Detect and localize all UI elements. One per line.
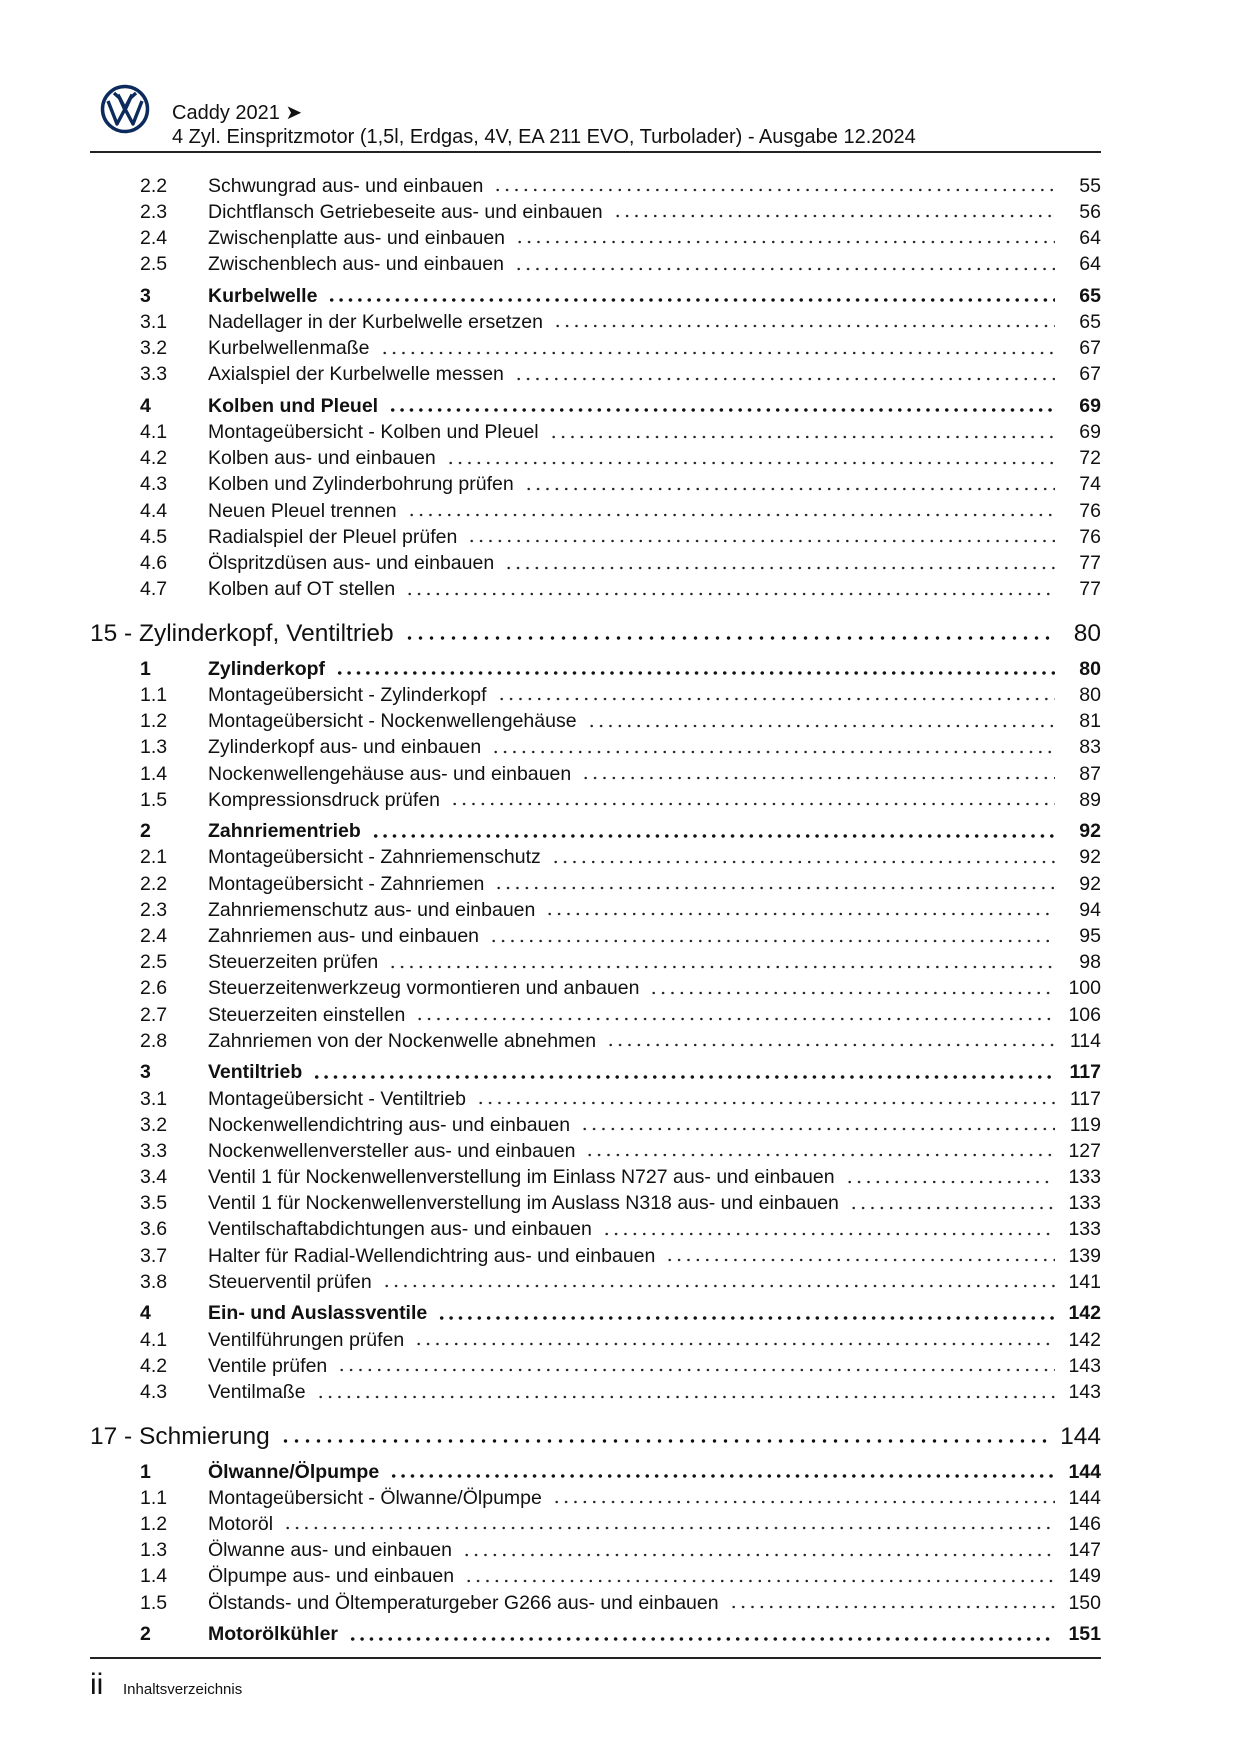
dot-leader [283,1525,1055,1531]
entry-title: Zylinderkopf aus- und einbauen [208,736,482,759]
dot-leader [404,635,1055,641]
dot-leader [312,1074,1055,1080]
entry-number: 2.4 [140,925,168,948]
toc-entry[interactable] [90,1086,1101,1112]
dot-leader [585,1152,1055,1158]
toc-entry[interactable] [90,362,1101,388]
entry-title: Nockenwellenversteller aus- und einbauen [208,1139,576,1162]
entry-title: Motorölkühler [208,1623,338,1646]
toc-entry[interactable] [90,1379,1101,1405]
entry-page: 114 [1069,1029,1101,1052]
toc-section[interactable] [90,1060,1101,1086]
dot-leader [476,1100,1055,1106]
entry-page: 76 [1079,499,1101,522]
dot-leader [467,538,1055,544]
toc-entry[interactable] [90,787,1101,813]
entry-page: 143 [1068,1354,1101,1377]
entry-number: 1 [140,657,151,680]
entry-page: 83 [1079,736,1101,759]
dot-leader [552,1499,1055,1505]
entry-title: Ein- und Auslassventile [208,1302,428,1325]
entry-title: Ventile prüfen [208,1354,328,1377]
vw-logo [100,84,150,134]
entry-title: Steuerzeitenwerkzeug vormontieren und anbauen [208,977,640,1000]
dot-leader [437,1315,1055,1321]
entry-number: 3.6 [140,1218,168,1241]
entry-title: Schwungrad aus- und einbauen [208,174,484,197]
toc-section[interactable] [90,656,1101,682]
toc-entry[interactable] [90,498,1101,524]
entry-page: 127 [1068,1139,1101,1162]
entry-page: 64 [1079,226,1101,249]
toc-entry[interactable] [90,923,1101,949]
entry-number: 2.5 [140,951,168,974]
toc-entry[interactable] [90,1217,1101,1243]
entry-page: 151 [1068,1623,1101,1646]
toc-entry[interactable] [90,1590,1101,1616]
dot-leader [549,434,1055,440]
entry-number: 1 [140,1460,151,1483]
toc-entry[interactable] [90,173,1101,199]
dot-leader [613,213,1055,219]
entry-title: Axialspiel der Kurbelwelle messen [208,363,504,386]
toc-entry[interactable] [90,577,1101,603]
entry-title: Montageübersicht - Zylinderkopf [208,683,487,706]
dot-leader [388,964,1055,970]
entry-page: 142 [1068,1302,1101,1325]
entry-title: Ventilschaftabdichtungen aus- und einbauen [208,1218,592,1241]
toc-entry[interactable] [90,1243,1101,1269]
entry-number: 1.1 [140,1486,168,1509]
entry-page: 92 [1079,872,1101,895]
toc-entry[interactable] [90,1353,1101,1379]
dot-leader [551,859,1055,865]
dot-leader [380,350,1056,356]
toc-entry[interactable] [90,1511,1101,1537]
entry-title: Ölpumpe aus- und einbauen [208,1565,455,1588]
toc-entry[interactable] [90,309,1101,335]
toc-chapter[interactable] [90,617,1101,651]
entry-title: Kurbelwelle [208,284,318,307]
entry-page: 80 [1079,683,1101,706]
entry-page: 133 [1068,1166,1101,1189]
entry-number: 3.1 [140,1087,168,1110]
toc-entry[interactable] [90,1165,1101,1191]
toc-entry[interactable] [90,709,1101,735]
toc-entry[interactable] [90,252,1101,278]
entry-number: 3.3 [140,1139,168,1162]
toc-entry[interactable] [90,897,1101,923]
toc-entry[interactable] [90,524,1101,550]
table-of-contents [90,173,1101,1648]
entry-page: 56 [1079,200,1101,223]
dot-leader [335,670,1055,676]
entry-title: Steuerventil prüfen [208,1270,372,1293]
dot-leader [514,266,1055,272]
entry-number: 1.1 [140,683,168,706]
dot-leader [665,1257,1055,1263]
entry-page: 89 [1079,788,1101,811]
entry-title: Steuerzeiten einstellen [208,1003,406,1026]
entry-page: 92 [1079,846,1101,869]
entry-number: 1.5 [140,788,168,811]
entry-page: 117 [1069,1061,1101,1084]
entry-page: 150 [1068,1591,1101,1614]
toc-entry[interactable] [90,871,1101,897]
entry-number: 3.7 [140,1244,168,1267]
entry-number: 1.3 [140,736,168,759]
toc-entry[interactable] [90,225,1101,251]
dot-leader [849,1205,1055,1211]
entry-number: 3 [140,1061,151,1084]
entry-page: 76 [1079,525,1101,548]
entry-page: 69 [1079,394,1101,417]
entry-title: Ölspritzdüsen aus- und einbauen [208,552,495,574]
entry-title: Kolben und Pleuel [208,394,379,417]
entry-page: 117 [1069,1087,1101,1110]
entry-title: Nockenwellendichtring aus- und einbauen [208,1113,571,1136]
entry-page: 65 [1079,284,1101,307]
entry-title: Ölwanne aus- und einbauen [208,1539,452,1562]
dot-leader [450,801,1055,807]
entry-title: Montageübersicht - Nockenwellengehäuse [208,710,577,733]
dot-leader [464,1578,1055,1584]
entry-number: 3.5 [140,1192,168,1215]
entry-page: 144 [1060,1422,1101,1450]
entry-title: Zahnriemen von der Nockenwelle abnehmen [208,1029,597,1052]
toc-entry[interactable] [90,1191,1101,1217]
entry-number: 2 [140,1623,151,1646]
entry-page: 55 [1079,174,1101,197]
toc-entry[interactable] [90,845,1101,871]
dot-leader [446,460,1055,466]
entry-title: Ventilmaße [208,1381,306,1403]
dot-leader [553,323,1055,329]
dot-leader [414,1341,1055,1347]
entry-page: 64 [1079,253,1101,276]
entry-page: 77 [1079,578,1101,601]
entry-title: Motoröl [208,1512,274,1535]
entry-page: 92 [1079,820,1101,843]
entry-number: 1.4 [140,1565,168,1588]
entry-number: 3.1 [140,310,168,333]
entry-number: 4.5 [140,525,168,548]
entry-number: 3.8 [140,1270,168,1293]
entry-number: 2.1 [140,846,168,869]
entry-title: Ventilführungen prüfen [208,1328,405,1351]
dot-leader [602,1231,1055,1237]
entry-number: 2.6 [140,977,168,1000]
entry-number: 2.3 [140,898,168,921]
entry-title: Montageübersicht - Kolben und Pleuel [208,421,539,444]
toc-entry[interactable] [90,1327,1101,1353]
entry-number: 2.3 [140,200,168,223]
entry-number: 1.3 [140,1539,168,1562]
toc-entry[interactable] [90,472,1101,498]
entry-page: 77 [1079,552,1101,574]
toc-entry[interactable] [90,1538,1101,1564]
entry-title: Zwischenblech aus- und einbauen [208,253,504,276]
dot-leader [493,187,1055,193]
entry-title: Zahnriemenschutz aus- und einbauen [208,898,536,921]
entry-page: 81 [1079,710,1101,733]
entry-number: 1.4 [140,762,168,785]
entry-page: 144 [1068,1486,1101,1509]
dot-leader [407,512,1055,518]
entry-title: Kompressionsdruck prüfen [208,788,440,811]
dot-leader [545,911,1055,917]
dot-leader [371,833,1055,839]
entry-number: 1.5 [140,1591,168,1614]
entry-title: Zahnriementrieb [208,820,361,843]
entry-title: Ölstands- und Öltemperaturgeber G266 aus- und einbauen [208,1591,719,1614]
toc-entry[interactable] [90,950,1101,976]
entry-title: Halter für Radial-Wellendichtring aus- und einbauen [208,1244,656,1267]
entry-page: 133 [1068,1218,1101,1241]
toc-entry[interactable] [90,1564,1101,1590]
entry-page: 98 [1079,951,1101,974]
entry-page: 106 [1068,1003,1101,1026]
toc-entry[interactable] [90,550,1101,576]
toc-section[interactable] [90,819,1101,845]
dot-leader [504,565,1055,571]
toc-entry[interactable] [90,1269,1101,1295]
entry-title: Kolben und Zylinderbohrung prüfen [208,473,514,496]
dot-leader [316,1394,1055,1400]
dot-leader [514,376,1055,382]
entry-title: Nockenwellengehäuse aus- und einbauen [208,762,572,785]
entry-page: 146 [1068,1512,1101,1535]
entry-number: 4.4 [140,499,168,522]
entry-title: 17 - Schmierung [90,1422,270,1450]
toc-entry[interactable] [90,336,1101,362]
entry-page: 147 [1068,1539,1101,1562]
entry-number: 2.8 [140,1029,168,1052]
entry-number: 3 [140,284,151,307]
entry-number: 4 [140,1302,151,1325]
entry-title: Kolben auf OT stellen [208,578,396,601]
entry-title: Montageübersicht - Zahnriemenschutz [208,846,541,869]
dot-leader [415,1016,1055,1022]
entry-page: 67 [1079,337,1101,360]
entry-number: 4.1 [140,1328,168,1351]
dot-leader [524,486,1055,492]
entry-title: Montageübersicht - Zahnriemen [208,872,485,895]
toc-entry[interactable] [90,1485,1101,1511]
entry-number: 2.7 [140,1003,168,1026]
entry-page: 74 [1079,473,1101,496]
toc-section[interactable] [90,283,1101,309]
entry-page: 65 [1079,310,1101,333]
entry-number: 4.3 [140,1381,168,1403]
toc-entry[interactable] [90,1112,1101,1138]
entry-number: 2 [140,820,151,843]
entry-page: 87 [1079,762,1101,785]
dot-leader [587,723,1055,729]
entry-title: Montageübersicht - Ventiltrieb [208,1087,466,1110]
entry-number: 4.7 [140,578,168,601]
entry-title: Zahnriemen aus- und einbauen [208,925,480,948]
entry-page: 133 [1068,1192,1101,1215]
entry-title: Neuen Pleuel trennen [208,499,397,522]
entry-number: 3.4 [140,1166,168,1189]
entry-title: Steuerzeiten prüfen [208,951,379,974]
footer-section-name: Inhaltsverzeichnis [123,1681,243,1698]
toc-entry[interactable] [90,976,1101,1002]
entry-title: Nadellager in der Kurbelwelle ersetzen [208,310,543,333]
entry-number: 4 [140,394,151,417]
entry-page: 80 [1079,657,1101,680]
header-divider [90,151,1101,153]
entry-title: Zylinderkopf [208,657,326,680]
dot-leader [515,239,1055,245]
entry-number: 4.6 [140,552,168,574]
dot-leader [489,938,1055,944]
toc-entry[interactable] [90,419,1101,445]
entry-number: 3.3 [140,363,168,386]
entry-title: 15 - Zylinderkopf, Ventiltrieb [90,619,394,647]
entry-number: 1.2 [140,1512,168,1535]
header-model: Caddy 2021 ➤ [172,102,303,124]
dot-leader [337,1367,1055,1373]
entry-number: 3.2 [140,1113,168,1136]
entry-page: 69 [1079,421,1101,444]
dot-leader [348,1636,1055,1642]
entry-number: 2.5 [140,253,168,276]
entry-page: 149 [1068,1565,1101,1588]
entry-page: 144 [1068,1460,1101,1483]
entry-number: 2.4 [140,226,168,249]
entry-page: 67 [1079,363,1101,386]
entry-page: 95 [1079,925,1101,948]
toc-entry[interactable] [90,735,1101,761]
entry-page: 142 [1068,1328,1101,1351]
dot-leader [581,775,1055,781]
entry-title: Radialspiel der Pleuel prüfen [208,525,458,548]
dot-leader [606,1042,1055,1048]
dot-leader [491,749,1055,755]
dot-leader [389,1473,1055,1479]
entry-page: 94 [1079,898,1101,921]
entry-number: 3.2 [140,337,168,360]
entry-number: 4.3 [140,473,168,496]
dot-leader [388,407,1055,413]
entry-title: Kolben aus- und einbauen [208,447,436,470]
toc-entry[interactable] [90,761,1101,787]
entry-title: Zwischenplatte aus- und einbauen [208,226,506,249]
dot-leader [462,1552,1055,1558]
entry-title: Ölwanne/Ölpumpe [208,1460,380,1483]
dot-leader [649,990,1055,996]
toc-chapter[interactable] [90,1420,1101,1454]
entry-page: 100 [1068,977,1101,1000]
dot-leader [580,1126,1055,1132]
toc-entry[interactable] [90,199,1101,225]
entry-number: 4.1 [140,421,168,444]
toc-section[interactable] [90,1301,1101,1327]
toc-entry[interactable] [90,446,1101,472]
dot-leader [405,591,1055,597]
entry-title: Montageübersicht - Ölwanne/Ölpumpe [208,1486,542,1509]
entry-page: 80 [1073,619,1101,647]
entry-title: Kurbelwellenmaße [208,337,370,360]
dot-leader [382,1283,1055,1289]
entry-page: 72 [1079,447,1101,470]
entry-number: 4.2 [140,1354,168,1377]
entry-number: 2.2 [140,174,168,197]
toc-entry[interactable] [90,1028,1101,1054]
dot-leader [494,885,1055,891]
entry-title: Ventil 1 für Nockenwellenverstellung im Auslass N318 aus- und einbauen [208,1192,839,1215]
dot-leader [497,696,1055,702]
toc-entry[interactable] [90,1002,1101,1028]
entry-title: Dichtflansch Getriebeseite aus- und einbauen [208,200,603,223]
dot-leader [845,1179,1055,1185]
entry-page: 141 [1068,1270,1101,1293]
entry-number: 2.2 [140,872,168,895]
footer-divider [90,1657,1101,1659]
entry-page: 119 [1069,1113,1101,1136]
toc-entry[interactable] [90,1138,1101,1164]
entry-page: 143 [1068,1381,1101,1403]
dot-leader [729,1604,1055,1610]
entry-title: Ventiltrieb [208,1061,303,1084]
entry-number: 1.2 [140,710,168,733]
toc-section[interactable] [90,1622,1101,1648]
toc-entry[interactable] [90,682,1101,708]
dot-leader [327,297,1055,303]
entry-title: Ventil 1 für Nockenwellenverstellung im Einlass N727 aus- und einbauen [208,1166,835,1189]
header-engine-title: 4 Zyl. Einspritzmotor (1,5l, Erdgas, 4V, EA 211 EVO, Turbolader) - Ausgabe 12.2024 [172,126,916,148]
toc-section[interactable] [90,1459,1101,1485]
footer-page-number: ii [90,1668,104,1701]
toc-section[interactable] [90,393,1101,419]
entry-number: 4.2 [140,447,168,470]
entry-page: 139 [1068,1244,1101,1267]
dot-leader [280,1438,1048,1444]
